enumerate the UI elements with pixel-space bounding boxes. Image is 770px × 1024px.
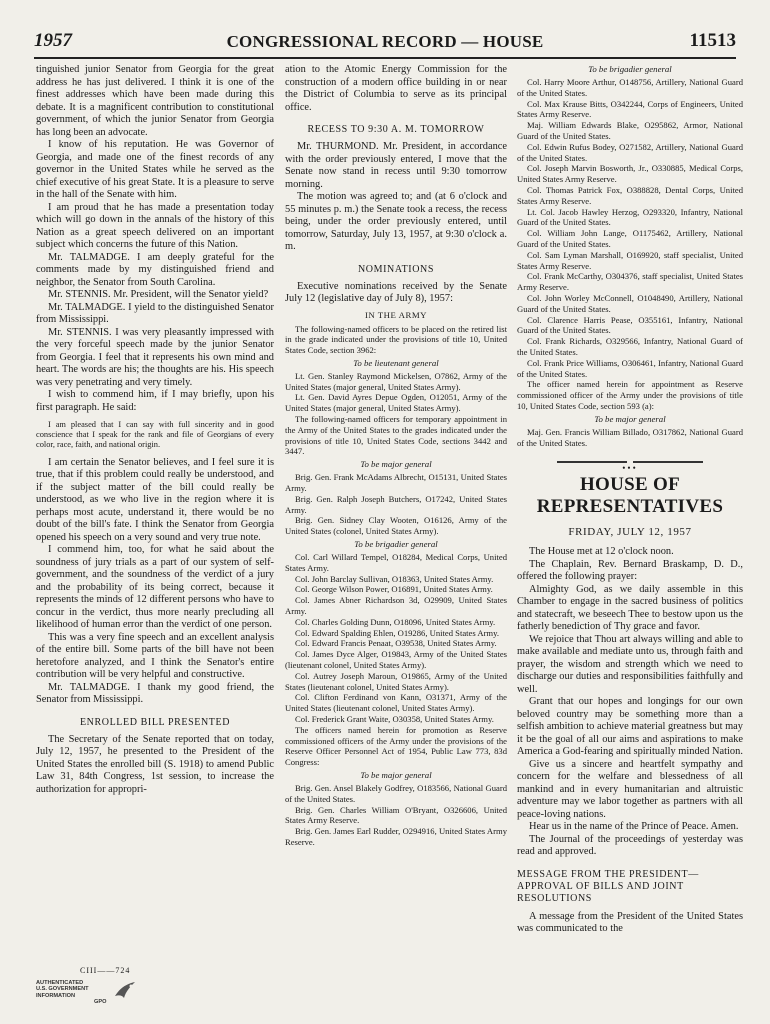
paragraph: tinguished junior Senator from Georgia for the great address he has just delivered. I think it is one of the finest addresses which have been made during this debate. It is a magnificent contribution to constitutional government, of which the junior Senator from Georgia has long been an advocate. [36,64,274,138]
paragraph: Mr. TALMADGE. I am deeply grateful for the comments made by my distinguished friend and neighbor, the Senator from South Carolina. [36,251,274,288]
subheading: IN THE ARMY [364,309,428,320]
paragraph: The Secretary of the Senate reported that on today, July 12, 1957, he presented to the President of the United States the enrolled bill (S. 1918) to amend Public Law 31, 84th Congress, 1st session, to increase the authorization for appropri- [36,733,274,795]
paragraph: The officer named herein for appointment as Reserve commissioned officer of the Army under the provisions of title 10, United States Code, section 593 (a): [517,379,743,411]
column-3 [517,64,743,988]
paragraph: The motion was agreed to; and (at 6 o'clock and 55 minutes p. m.) the Senate took a recess, the recess being, under the order previously entered, until tomorrow, Saturday, July 13, 1957, at 9:30 o'clock a. m. [285,191,507,252]
header-rule [34,57,736,59]
paragraph: Give us a sincere and heartfelt sympathy and concern for the welfare and blessedness of all mankind and in every humanitarian and altruistic adventure may we labor together as partners with all peace-loving nations. [517,758,743,820]
nomination-entry: Col. Frank Price Williams, O306461, Infantry, National Guard of the United States. [517,357,743,379]
paragraph: I commend him, too, for what he said about the soundness of jury trials as a part of our system of self-government, and the soundness of the verdict of a jury and the probability of its being correct, because it represents the minds of 12 different persons who have to concur in the verdict, thus more nearly precluding all likelihood of human error than the verdict of one person. [36,544,274,631]
gpo-authentication-mark: AUTHENTICATED U.S. GOVERNMENT INFORMATION GPO [36,980,107,1006]
nomination-entry: Col. Autrey Joseph Maroun, O19865, Army of the United States (lieutenant colonel, United States Army). [285,670,507,692]
nomination-entry: Lt. Gen. Stanley Raymond Mickelsen, O7862, Army of the United States (major general, United States Army). [285,370,507,392]
paragraph: The following-named officers for temporary appointment in the Army of the United States to the grades indicated under the provisions of title 10, United States Code, sections 3442 and 3447. [285,414,507,457]
paragraph: Almighty God, as we daily assemble in this Chamber to engage in the sacred business of politics and statecraft, we beseech Thee to bestow upon us the fatherly benediction of Thy grace and favor. [517,583,743,633]
nomination-entry: Brig. Gen. Charles William O'Bryant, O326606, United States Army Reserve. [285,804,507,826]
grade-heading: To be brigadier general [354,539,438,550]
section-heading: ENROLLED BILL PRESENTED [79,716,231,728]
paragraph: Mr. THURMOND. Mr. President, in accordance with the order previously entered, I move that the Senate now stand in recess until 9:30 tomorrow morning. [285,141,507,190]
paragraph: I am certain the Senator believes, and I feel sure it is true, that if this problem could really be understood, and if the subject matter of the bill could really be understood, as we who live in the region where it is perhaps most acute, understand it, there would be no doubt of the bill's fate. I think the Senator from Georgia opened his speech on a very sound and very true note. [36,456,274,543]
paragraph: Mr. TALMADGE. I thank my good friend, the Senator from Mississippi. [36,681,274,706]
nomination-entry: Col. William John Lange, O1175462, Artillery, National Guard of the United States. [517,228,743,249]
session-date: FRIDAY, JULY 12, 1957 [568,526,692,539]
nomination-entry: Brig. Gen. Ralph Joseph Butchers, O17242, United States Army. [285,493,507,515]
grade-heading: To be major general [360,459,432,470]
section-divider: ••• [517,458,743,466]
nomination-entry: Col. Frederick Grant Waite, O30358, United States Army. [295,714,494,724]
nomination-entry: Col. John Barclay Sullivan, O18363, United States Army. [295,573,494,584]
nomination-entry: Col. Thomas Patrick Fox, O388828, Dental Corps, United States Army Reserve. [517,184,743,206]
nomination-entry: Col. Edwin Rufus Bodey, O271582, Artillery, National Guard of the United States. [517,141,743,163]
page-code: CIII——724 [80,966,131,975]
grade-heading: To be brigadier general [588,64,672,74]
paragraph: Grant that our hopes and longings for our own beloved country may be something more than a selfish ambition to achieve material greatness but may it be the goal of all our aims and aspirations to make America a God-fearing and spiritually minded Nation. [517,696,743,758]
paragraph: The officers named herein for promotion as Reserve commissioned officers of the Army under the provisions of the Reserve Officer Personnel Act of 1954, Public Law 773, 83d Congress: [285,724,507,768]
section-heading: RECESS TO 9:30 A. M. TOMORROW [307,124,485,135]
nomination-entry: Maj. Gen. Francis William Billado, O317862, National Guard of the United States. [517,426,743,448]
nomination-entry: Col. Sam Lyman Marshall, O169920, staff specialist, United States Army Reserve. [517,249,743,271]
nomination-entry: Maj. William Edwards Blake, O295862, Armor, National Guard of the United States. [517,120,743,141]
column-2 [285,64,507,988]
nomination-entry: Lt. Col. Jacob Hawley Herzog, O293320, Infantry, National Guard of the United States. [517,206,743,228]
header-title: CONGRESSIONAL RECORD — HOUSE [226,32,544,51]
nomination-entry: Brig. Gen. James Earl Rudder, O294916, United States Army Reserve. [285,826,507,847]
nomination-entry: Col. Clarence Harris Pease, O355161, Infantry, National Guard of the United States. [517,314,743,336]
block-quote: I am pleased that I can say with full sincerity and in good conscience that I speak for the rank and file of Georgians of every color, race, faith, and national origin. [36,420,274,450]
nomination-entry: Col. Joseph Marvin Bosworth, Jr., O330885, Medical Corps, United States Army Reserve. [517,163,743,185]
paragraph: Mr. STENNIS. Mr. President, will the Senator yield? [48,289,269,300]
nomination-entry: Col. Carl Willard Tempel, O18284, Medical Corps, United States Army. [285,552,507,573]
paragraph: We rejoice that Thou art always willing and able to make available and mediate unto us, through faith and prayer, the wisdom and strength which we need to discharge our duties and responsibilities faithfully and well. [517,633,743,695]
nomination-entry: Col. Harry Moore Arthur, O148756, Artillery, National Guard of the United States. [517,77,743,98]
nomination-entry: Col. James Dyce Alger, O19843, Army of the United States (lieutenant colonel, United States Army). [285,649,507,671]
paragraph: The House met at 12 o'clock noon. [529,546,674,558]
grade-heading: To be major general [360,769,432,780]
column-1 [36,64,274,976]
paragraph: I wish to commend him, if I may briefly, upon his first paragraph. He said: [36,389,274,413]
paragraph: I am proud that he has made a presentation today which will go down in the annals of the history of this Nation as a great speech delivered on an important subject which concerns the future of this Nation. [36,201,274,250]
nomination-entry: Brig. Gen. Sidney Clay Wooten, O16126, Army of the United States (colonel, United States Army). [285,515,507,537]
nomination-entry: Brig. Gen. Frank McAdams Albrecht, O15131, United States Army. [285,472,507,494]
nomination-entry: Col. James Abner Richardson 3d, O29909, United States Army. [285,595,507,617]
page-header [34,30,736,54]
nomination-entry: Col. Edward Spalding Ehlen, O19286, United States Army. [295,627,500,638]
nomination-entry: Col. Frank Richards, O329566, Infantry, National Guard of the United States. [517,336,743,357]
house-heading: HOUSE OF REPRESENTATIVES [536,474,724,518]
nomination-entry: Col. Clifton Ferdinand von Kann, O31371, Army of the United States (lieutenant colonel, United States Army). [285,692,507,714]
paragraph: The following-named officers to be placed on the retired list in the grade indicated under the provisions of title 10, United States Code, section 3962: [285,323,507,356]
paragraph: Mr. TALMADGE. I yield to the distinguished Senator from Mississippi. [36,301,274,325]
nomination-entry: Brig. Gen. Ansel Blakely Godfrey, O183566, National Guard of the United States. [285,782,507,804]
nomination-entry: Col. George Wilson Power, O16891, United States Army. [295,584,493,595]
nomination-entry: Col. Edward Francis Penaat, O39538, United States Army. [295,638,497,649]
grade-heading: To be major general [594,413,666,424]
paragraph: ation to the Atomic Energy Commission for the construction of a modern office building in or near the District of Columbia to serve as its principal office. [285,64,507,113]
header-year: 1957 [34,30,72,51]
nomination-entry: Col. Charles Golding Dunn, O18096, United States Army. [295,616,496,627]
paragraph: This was a very fine speech and an excellent analysis of the entire bill. Some parts of the bill have not been heretofore analyzed, and I think the Senator's entire contribution will be very helpful and constructive. [36,631,274,681]
paragraph: Executive nominations received by the Senate July 12 (legislative day of July 8), 1957: [285,280,507,304]
paragraph: Mr. STENNIS. I was very pleasantly impressed with the very forceful speech made by the junior Senator from Georgia. I feel that it represents his own mind and heart. The words are his; the thoughts are his. His speech was very penetrating and very timely. [36,326,274,388]
nomination-entry: Col. John Worley McConnell, O1048490, Artillery, National Guard of the United States. [517,292,743,314]
nomination-entry: Col. Max Krause Bitts, O342244, Corps of Engineers, United States Army Reserve. [517,98,743,120]
grade-heading: To be lieutenant general [353,357,439,368]
section-heading: MESSAGE FROM THE PRESIDENT—APPROVAL OF BILLS AND JOINT RESOLUTIONS [517,868,699,904]
paragraph: Hear us in the name of the Prince of Peace. Amen. [529,821,739,833]
section-heading: NOMINATIONS [357,263,435,275]
paragraph: I know of his reputation. He was Governor of Georgia, and made one of the finest records of any governor in the United States while he served as the chief executive of his great State. It is a pleasure to serve in the hall of the Senate with him. [36,139,274,200]
header-page-number: 11513 [689,30,736,51]
nomination-entry: Col. Frank McCarthy, O304376, staff specialist, United States Army Reserve. [517,271,743,293]
nomination-entry: Lt. Gen. David Ayres Depue Ogden, O12051, Army of the United States (major general, United States Army). [285,392,507,414]
paragraph: A message from the President of the United States was communicated to the [517,910,743,935]
paragraph: The Journal of the proceedings of yesterday was read and approved. [517,833,743,858]
paragraph: The Chaplain, Rev. Bernard Braskamp, D. D., offered the following prayer: [517,558,743,583]
gpo-eagle-seal-icon [112,978,138,1004]
